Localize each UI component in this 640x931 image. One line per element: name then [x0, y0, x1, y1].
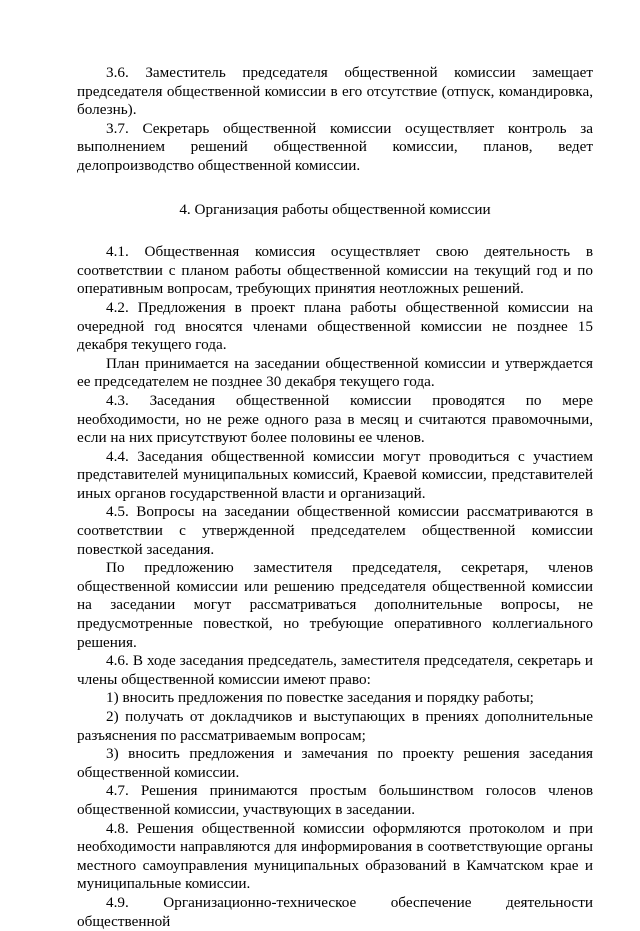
- section-title: 4. Организация работы общественной комиссии: [179, 200, 491, 218]
- list-item-2: 2) получать от докладчиков и выступающих в прениях дополнительные разъяснения по рассматриваемым вопросам;: [77, 708, 593, 744]
- paragraph-3-6: 3.6. Заместитель председателя общественной комиссии замещает председателя общественной комиссии в его отсутствие (отпуск, командировка, болезнь).: [77, 64, 593, 119]
- paragraph-4-9: 4.9. Организационно-техническое обеспечение деятельности общественной: [77, 893, 593, 930]
- list-item-3: 3) вносить предложения и замечания по проекту решения заседания общественной комиссии.: [77, 745, 593, 781]
- paragraph-4-5: 4.5. Вопросы на заседании общественной комиссии рассматриваются в соответствии с утвержденной председателем общественной комиссии повесткой заседания.: [77, 503, 593, 558]
- document-body: [77, 64, 593, 931]
- paragraph-proposal: По предложению заместителя председателя, секретаря, членов общественной комиссии или решению председателя общественной комиссии на заседании могут рассматриваться дополнительные вопросы, не предусмотренные повесткой, но требующие оперативного коллегиального решения.: [77, 559, 593, 651]
- paragraph-4-6: 4.6. В ходе заседания председатель, заместителя председателя, секретарь и члены общественной комиссии имеют право:: [77, 652, 593, 688]
- list-item-1: 1) вносить предложения по повестке заседания и порядку работы;: [106, 689, 534, 707]
- paragraph-4-7: 4.7. Решения принимаются простым большинством голосов членов общественной комиссии, участвующих в заседании.: [77, 782, 593, 818]
- paragraph-3-7: 3.7. Секретарь общественной комиссии осуществляет контроль за выполнением решений общественной комиссии, планов, ведет делопроизводство общественной комиссии.: [77, 119, 593, 174]
- paragraph-4-2: 4.2. Предложения в проект плана работы общественной комиссии на очередной год вносятся членами общественной комиссии не позднее 15 декабря текущего года.: [77, 298, 593, 354]
- paragraph-4-3: 4.3. Заседания общественной комиссии проводятся по мере необходимости, но не реже одного раза в месяц и считаются правомочными, если на них присутствуют более половины ее членов.: [77, 391, 593, 447]
- paragraph-4-4: 4.4. Заседания общественной комиссии могут проводиться с участием представителей муниципальных комиссий, Краевой комиссии, представителей иных органов государственной власти и организаций.: [77, 447, 593, 502]
- paragraph-4-1: 4.1. Общественная комиссия осуществляет свою деятельность в соответствии с планом работы общественной комиссии на текущий год и по оперативным вопросам, требующих принятия неотложных решений.: [77, 243, 593, 298]
- paragraph-plan: План принимается на заседании общественной комиссии и утверждается ее председателем не позднее 30 декабря текущего года.: [77, 354, 593, 391]
- paragraph-4-8: 4.8. Решения общественной комиссии оформляются протоколом и при необходимости направляются для информирования в соответствующие органы местного самоуправления муниципальных образований в Камчатском крае и муниципальные комиссии.: [77, 819, 593, 893]
